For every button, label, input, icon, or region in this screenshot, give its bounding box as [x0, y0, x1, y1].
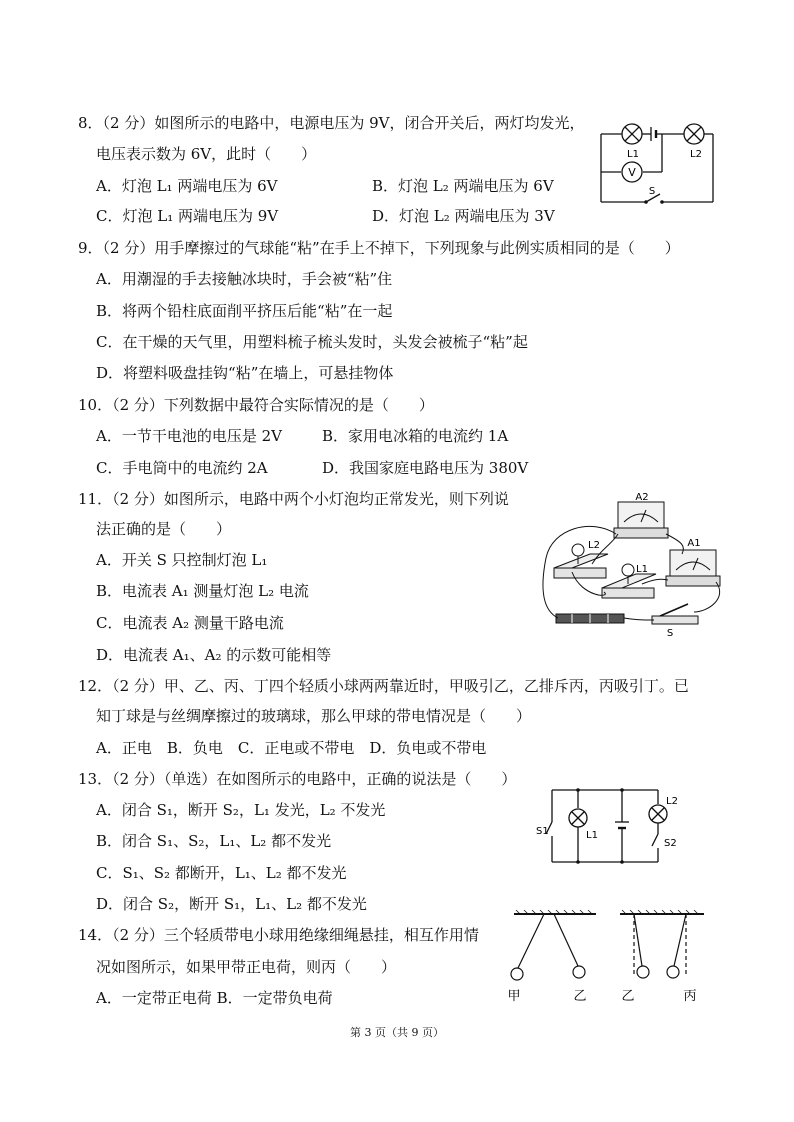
- q11-stem-cont: 法正确的是（ ）: [96, 520, 232, 538]
- q9-option-b: B．将两个铅柱底面削平挤压后能“粘”在一起: [96, 302, 393, 320]
- q13-option-d: D．闭合 S₂，断开 S₁，L₁、L₂ 都不发光: [96, 895, 367, 913]
- q8-label-l1: L1: [627, 149, 639, 160]
- q13-option-b: B．闭合 S₁、S₂，L₁、L₂ 都不发光: [96, 832, 332, 850]
- q11-option-d: D．电流表 A₁、A₂ 的示数可能相等: [96, 646, 332, 664]
- q14-stem-cont: 况如图所示，如果甲带正电荷，则丙（ ）: [96, 958, 397, 976]
- q14-label-yi-left: 乙: [573, 989, 587, 1004]
- q9-option-a: A．用潮湿的手去接触冰块时，手会被“粘”住: [96, 270, 393, 288]
- q13-option-c: C．S₁、S₂ 都断开，L₁、L₂ 都不发光: [96, 864, 347, 882]
- q14-stem: 14．（2 分）三个轻质带电小球用绝缘细绳悬挂，相互作用情: [78, 926, 479, 944]
- q13-stem: 13．（2 分）（单选）在如图所示的电路中，正确的说法是（ ）: [78, 770, 517, 788]
- q14-label-bing: 丙: [683, 989, 697, 1004]
- q11-stem: 11．（2 分）如图所示，电路中两个小灯泡均正常发光，则下列说: [78, 490, 509, 508]
- q14-pendulum-figure: [504, 908, 716, 1008]
- q13-label-s2: S2: [664, 838, 677, 849]
- q11-label-l2: L2: [588, 540, 600, 551]
- q11-circuit-figure: [532, 488, 722, 640]
- q9-option-d: D．将塑料吸盘挂钩“粘”在墙上，可悬挂物体: [96, 364, 394, 382]
- q10-option-c: C．手电筒中的电流约 2A: [96, 459, 268, 477]
- q14-label-yi-right: 乙: [621, 989, 635, 1004]
- q13-option-a: A．闭合 S₁，断开 S₂，L₁ 发光，L₂ 不发光: [96, 801, 386, 819]
- q10-option-a: A．一节干电池的电压是 2V: [96, 427, 282, 445]
- q9-stem: 9．（2 分）用手摩擦过的气球能“粘”在手上不掉下，下列现象与此例实质相同的是（ ）: [78, 239, 680, 257]
- q11-option-b: B．电流表 A₁ 测量灯泡 L₂ 电流: [96, 582, 309, 600]
- q8-stem: 8．（2 分）如图所示的电路中，电源电压为 9V，闭合开关后，两灯均发光，: [78, 114, 585, 132]
- q11-label-l1: L1: [636, 564, 648, 575]
- q8-circuit-figure: [596, 118, 720, 208]
- q9-option-c: C．在干燥的天气里，用塑料梳子梳头发时，头发会被梳子“粘”起: [96, 333, 528, 351]
- q13-label-l2: L2: [666, 796, 678, 807]
- q10-option-b: B．家用电冰箱的电流约 1A: [322, 427, 509, 445]
- q8-label-v: V: [628, 166, 636, 179]
- q8-label-s: S: [648, 186, 656, 197]
- q13-label-l1: L1: [586, 830, 598, 841]
- q8-label-l2: L2: [690, 149, 702, 160]
- q12-stem-cont: 知丁球是与丝绸摩擦过的玻璃球，那么甲球的带电情况是（ ）: [96, 707, 532, 725]
- q10-stem: 10．（2 分）下列数据中最符合实际情况的是（ ）: [78, 396, 434, 414]
- q11-label-a1: A1: [687, 538, 701, 549]
- q8-option-d: D．灯泡 L₂ 两端电压为 3V: [372, 207, 555, 225]
- q8-option-c: C．灯泡 L₁ 两端电压为 9V: [96, 207, 279, 225]
- q11-option-c: C．电流表 A₂ 测量干路电流: [96, 614, 284, 632]
- q14-option-ab: A．一定带正电荷 B．一定带负电荷: [96, 989, 333, 1007]
- q11-label-s: S: [666, 628, 674, 639]
- q8-option-b: B．灯泡 L₂ 两端电压为 6V: [372, 177, 554, 195]
- q13-circuit-figure: [532, 784, 694, 868]
- q10-option-d: D．我国家庭电路电压为 380V: [322, 459, 529, 477]
- q12-options: A．正电 B．负电 C．正电或不带电 D．负电或不带电: [96, 739, 487, 757]
- q13-label-s1: S1: [536, 826, 549, 837]
- q11-option-a: A．开关 S 只控制灯泡 L₁: [96, 551, 268, 569]
- page-footer: 第 3 页（共 9 页）: [350, 1026, 444, 1039]
- q8-option-a: A．灯泡 L₁ 两端电压为 6V: [96, 177, 278, 195]
- q14-label-jia: 甲: [507, 989, 521, 1004]
- q8-stem-cont: 电压表示数为 6V，此时（ ）: [96, 145, 317, 163]
- q12-stem: 12．（2 分）甲、乙、丙、丁四个轻质小球两两靠近时，甲吸引乙，乙排斥丙，丙吸引丁。已: [78, 677, 689, 695]
- q11-label-a2: A2: [635, 492, 649, 503]
